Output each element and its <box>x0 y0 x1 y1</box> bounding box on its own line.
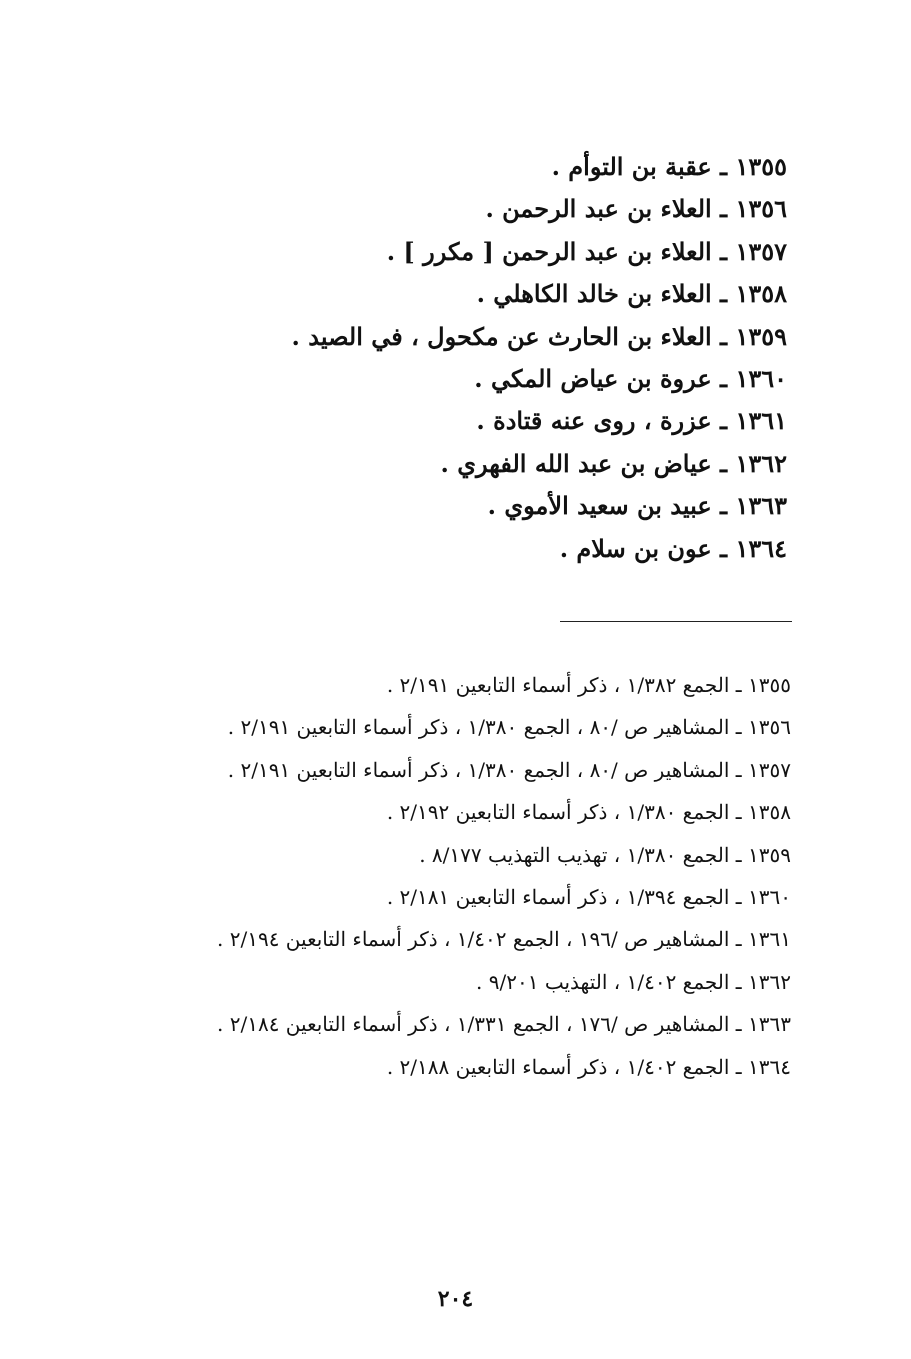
footnote-1364: ١٣٦٤ ـ الجمع ١/٤٠٢ ، ذكر أسماء التابعين ٢/١٨٨ . <box>386 1054 791 1079</box>
entry-1362: ١٣٦٢ ـ عياض بن عبد الله الفهري . <box>440 448 787 478</box>
entry-1360: ١٣٦٠ ـ عروة بن عياض المكي . <box>474 363 787 393</box>
entry-1363: ١٣٦٣ ـ عبيد بن سعيد الأموي . <box>487 491 787 521</box>
entry-1357: ١٣٥٧ ـ العلاء بن عبد الرحمن [ مكرر ] . <box>386 236 787 266</box>
entry-1358: ١٣٥٨ ـ العلاء بن خالد الكاهلي . <box>476 279 787 309</box>
footnote-1362: ١٣٦٢ ـ الجمع ١/٤٠٢ ، التهذيب ٩/٢٠١ . <box>476 969 791 994</box>
footnote-1363: ١٣٦٣ ـ المشاهير ص /١٧٦ ، الجمع ١/٣٣١ ، ذكر أسماء التابعين ٢/١٨٤ . <box>217 1012 791 1037</box>
page-number: ٢٠٤ <box>437 1286 474 1312</box>
entry-1359: ١٣٥٩ ـ العلاء بن الحارث عن مكحول ، في الصيد . <box>291 321 787 351</box>
footnote-1360: ١٣٦٠ ـ الجمع ١/٣٩٤ ، ذكر أسماء التابعين ٢/١٨١ . <box>386 885 791 910</box>
entry-1355: ١٣٥٥ ـ عقبة بن التوأم . <box>551 152 787 181</box>
footnote-1361: ١٣٦١ ـ المشاهير ص /١٩٦ ، الجمع ١/٤٠٢ ، ذكر أسماء التابعين ٢/١٩٤ . <box>217 927 791 952</box>
footnote-list <box>101 664 791 1088</box>
footnote-1358: ١٣٥٨ ـ الجمع ١/٣٨٠ ، ذكر أسماء التابعين ٢/١٩٢ . <box>386 800 791 825</box>
entry-1364: ١٣٦٤ ـ عون بن سلام . <box>559 533 787 563</box>
entry-list <box>147 146 787 570</box>
footnote-1357: ١٣٥٧ ـ المشاهير ص /٨٠ ، الجمع ١/٣٨٠ ، ذكر أسماء التابعين ٢/١٩١ . <box>227 757 791 782</box>
footnote-1359: ١٣٥٩ ـ الجمع ١/٣٨٠ ، تهذيب التهذيب ٨/١٧٧ . <box>419 842 791 867</box>
footnote-divider <box>560 621 792 622</box>
entry-1356: ١٣٥٦ ـ العلاء بن عبد الرحمن . <box>485 194 787 224</box>
footnote-1355: ١٣٥٥ ـ الجمع ١/٣٨٢ ، ذكر أسماء التابعين ٢/١٩١ . <box>386 673 791 697</box>
footnote-1356: ١٣٥٦ ـ المشاهير ص /٨٠ ، الجمع ١/٣٨٠ ، ذكر أسماء التابعين ٢/١٩١ . <box>227 715 791 740</box>
entry-1361: ١٣٦١ ـ عزرة ، روى عنه قتادة . <box>476 406 787 436</box>
